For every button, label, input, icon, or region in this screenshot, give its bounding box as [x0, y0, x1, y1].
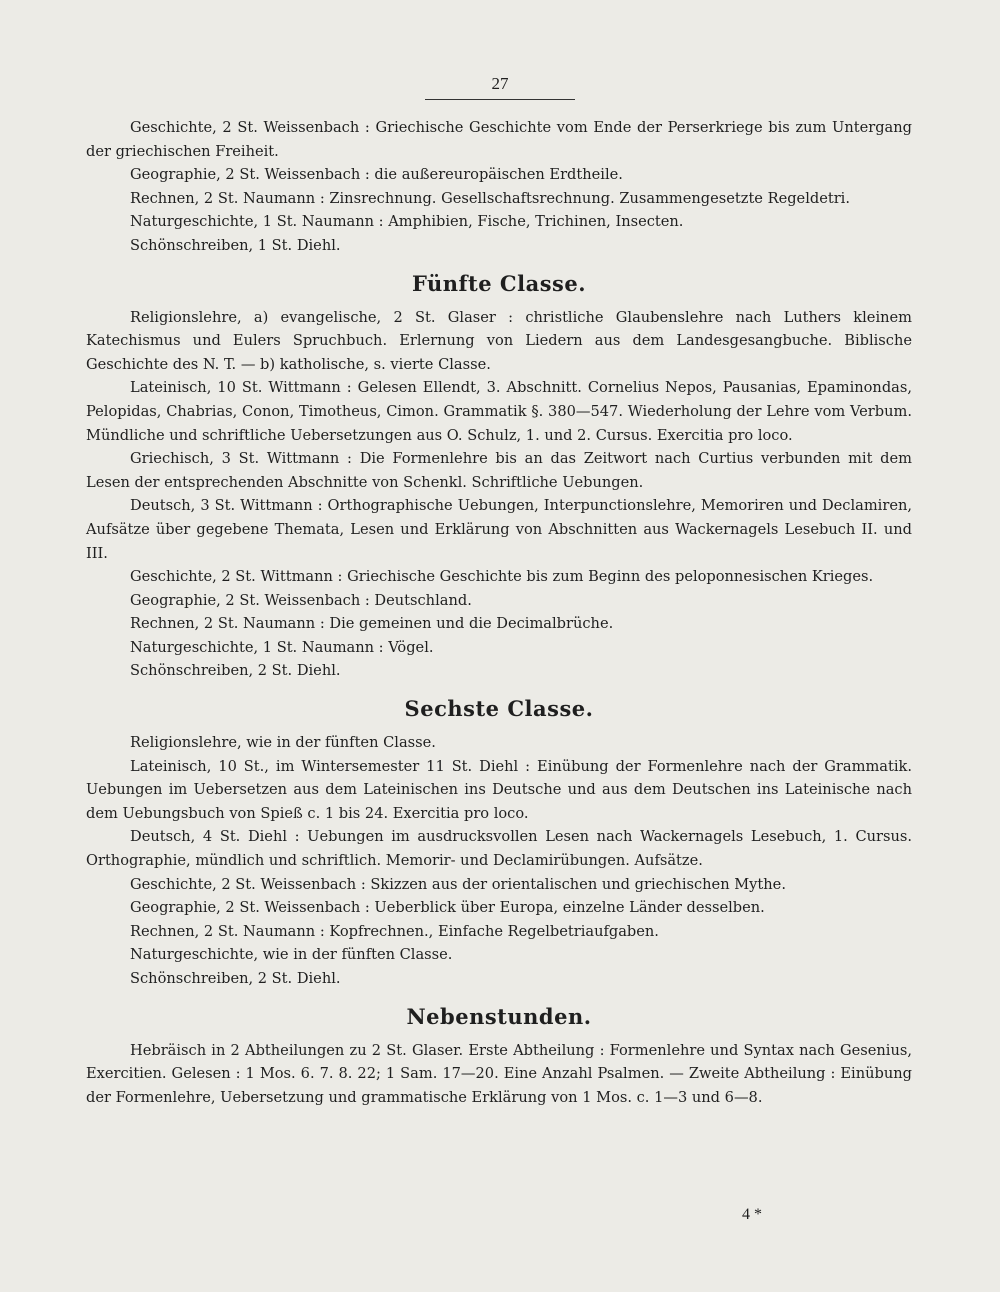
paragraph: Rechnen, 2 St. Naumann : Zinsrechnung. Gesellschaftsrechnung. Zusammengesetzte Regeldetri. [130, 189, 850, 207]
paragraph: Schönschreiben, 2 St. Diehl. [130, 662, 341, 680]
paragraph: Schönschreiben, 1 St. Diehl. [130, 236, 341, 254]
paragraph: Hebräisch in 2 Abtheilungen zu 2 St. Glaser. Erste Abtheilung : Formenlehre und Syntax nach Gesenius, Exercitien. Gelesen : 1 Mos. 6. 7. 8. 22; 1 Sam. 17—20. Eine Anzahl Psalmen. — Zweite Abtheilung : Einübung der Formenlehre, Uebersetzung und grammatische Erklärung von 1 Mos. c. 1—3 und 6—8. [86, 1041, 912, 1106]
section-heading-sechste-classe: Sechste Classe. [404, 696, 594, 722]
paragraph: Religionslehre, a) evangelische, 2 St. Glaser : christliche Glaubenslehre nach Luthers kleinem Katechismus und Eulers Spruchbuch. Erlernung von Liedern aus dem Landesgesangbuche. Biblische Geschichte des N. T. — b) katholische, s. vierte Classe. [86, 308, 912, 373]
page-number: 27 [491, 74, 509, 93]
paragraph: Geographie, 2 St. Weissenbach : Deutschland. [130, 591, 472, 609]
paragraph: Deutsch, 3 St. Wittmann : Orthographische Uebungen, Interpunctionslehre, Memoriren und Declamiren, Aufsätze über gegebene Themata, Lesen und Erklärung von Abschnitten aus Wackernagels Lesebuch II. und III. [86, 497, 912, 562]
paragraph: Naturgeschichte, 1 St. Naumann : Amphibien, Fische, Trichinen, Insecten. [130, 213, 684, 231]
section-heading-nebenstunden: Nebenstunden. [406, 1003, 592, 1029]
paragraph: Geschichte, 2 St. Weissenbach : Skizzen aus der orientalischen und griechischen Mythe. [130, 875, 786, 893]
paragraph: Geschichte, 2 St. Weissenbach : Griechische Geschichte vom Ende der Perserkriege bis zum Untergang der griechischen Freiheit. [86, 119, 912, 160]
paragraph: Naturgeschichte, wie in der fünften Classe. [130, 946, 453, 964]
paragraph: Geographie, 2 St. Weissenbach : die außereuropäischen Erdtheile. [130, 166, 623, 184]
main-text [86, 116, 912, 1109]
paragraph: Rechnen, 2 St. Naumann : Die gemeinen und die Decimalbrüche. [130, 615, 614, 633]
paragraph: Deutsch, 4 St. Diehl : Uebungen im ausdrucksvollen Lesen nach Wackernagels Lesebuch, 1. Cursus. Orthographie, mündlich und schriftlich. Memorir- und Declamirübungen. Aufsätze. [86, 828, 912, 870]
paragraph: Religionslehre, wie in der fünften Classe. [130, 734, 436, 752]
paragraph: Geschichte, 2 St. Wittmann : Griechische Geschichte bis zum Beginn des peloponnesischen Krieges. [130, 568, 874, 586]
paragraph: Naturgeschichte, 1 St. Naumann : Vögel. [130, 638, 434, 656]
paragraph: Griechisch, 3 St. Wittmann : Die Formenlehre bis an das Zeitwort nach Curtius verbunden mit dem Lesen der entsprechenden Abschnitte von Schenkl. Schriftliche Uebungen. [86, 450, 912, 491]
paragraph: Lateinisch, 10 St. Wittmann : Gelesen Ellendt, 3. Abschnitt. Cornelius Nepos, Pausanias, Epaminondas, Pelopidas, Chabrias, Conon, Timotheus, Cimon. Grammatik §. 380—547. Wiederholung der Lehre vom Verbum. Mündliche und schriftliche Uebersetzungen aus O. Schulz, 1. und 2. Cursus. Exercitia pro loco. [86, 379, 912, 444]
paragraph: Rechnen, 2 St. Naumann : Kopfrechnen., Einfache Regelbetriaufgaben. [130, 922, 659, 940]
signature-mark: 4 * [742, 1206, 762, 1223]
paragraph: Geographie, 2 St. Weissenbach : Ueberblick über Europa, einzelne Länder desselben. [130, 899, 765, 917]
paragraph: Schönschreiben, 2 St. Diehl. [130, 970, 341, 987]
header-rule [425, 99, 575, 100]
section-heading-fuenfte-classe: Fünfte Classe. [411, 270, 587, 296]
paragraph: Lateinisch, 10 St., im Wintersemester 11 St. Diehl : Einübung der Formenlehre nach der Grammatik. Uebungen im Uebersetzen aus dem Lateinischen ins Deutsche und aus dem Deutschen ins Lateinische nach dem Uebungsbuch von Spieß c. 1 bis 24. Exercitia pro loco. [86, 757, 912, 822]
